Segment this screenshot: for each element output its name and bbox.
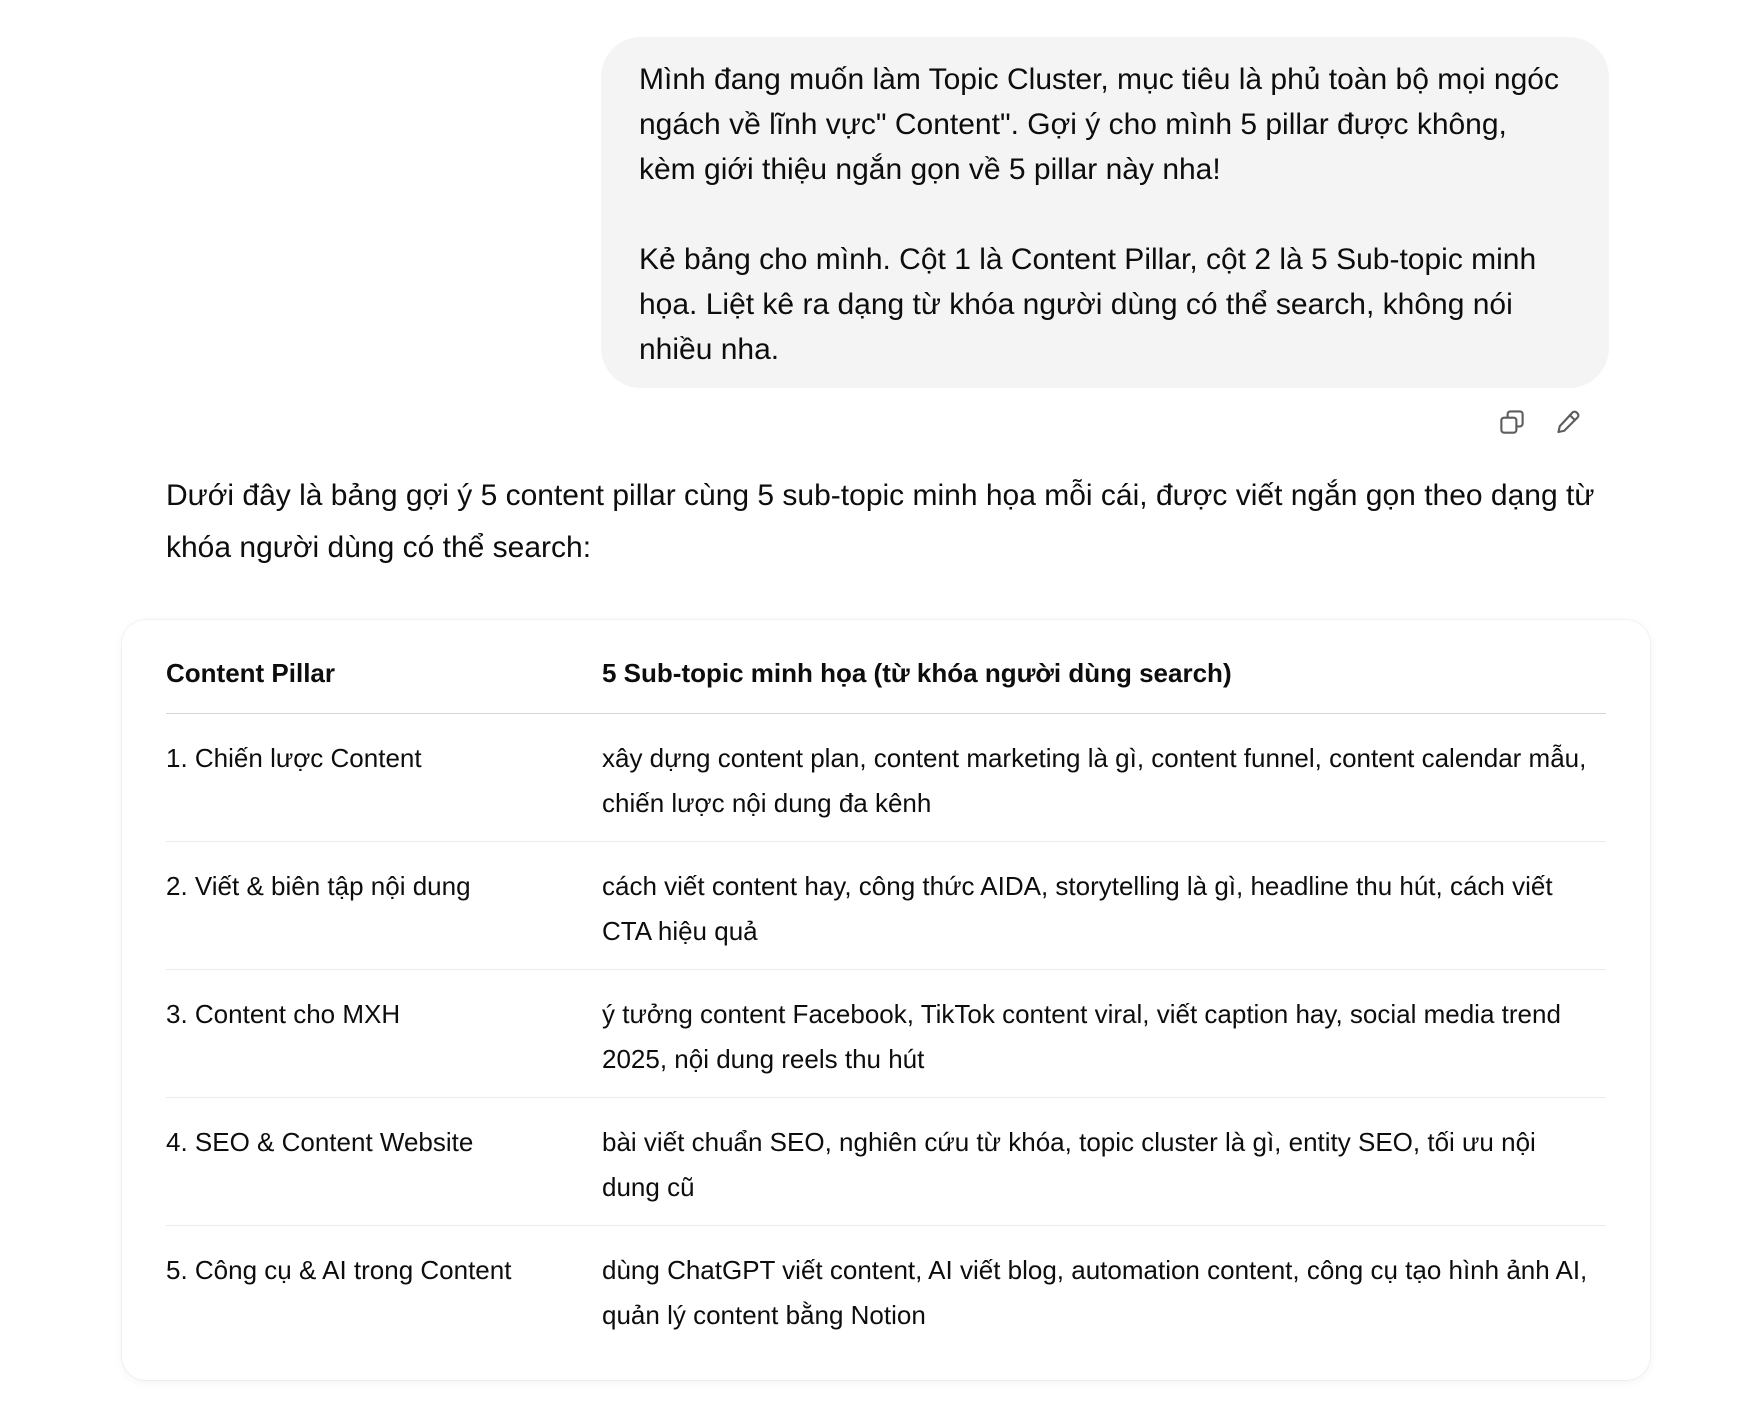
- subtopics-cell: bài viết chuẩn SEO, nghiên cứu từ khóa, topic cluster là gì, entity SEO, tối ưu nội dung cũ: [602, 1097, 1606, 1225]
- pillar-cell: 5. Công cụ & AI trong Content: [166, 1254, 512, 1285]
- column-header-pillar: Content Pillar: [166, 620, 602, 713]
- content-pillar-table: [166, 620, 1606, 1353]
- table-row: [166, 1225, 1606, 1353]
- column-header-subtopics: 5 Sub-topic minh họa (từ khóa người dùng search): [602, 620, 1606, 713]
- message-actions: [1494, 404, 1586, 440]
- pillar-cell: 4. SEO & Content Website: [166, 1097, 602, 1225]
- table-row: [166, 1097, 1606, 1225]
- user-message-bubble: [601, 37, 1609, 388]
- edit-pencil-icon: [1553, 407, 1583, 437]
- pillar-cell: 2. Viết & biên tập nội dung: [166, 841, 602, 969]
- assistant-intro-text: Dưới đây là bảng gợi ý 5 content pillar cùng 5 sub-topic minh họa mỗi cái, được viết ngắn gọn theo dạng từ khóa người dùng có thể search:: [166, 479, 1595, 564]
- pillar-cell: 1. Chiến lược Content: [166, 713, 602, 841]
- table-header-row: [166, 620, 1606, 713]
- pillar-cell: 3. Content cho MXH: [166, 969, 602, 1097]
- table-row: [166, 969, 1606, 1097]
- copy-button[interactable]: [1494, 404, 1530, 440]
- subtopics-cell: dùng ChatGPT viết content, AI viết blog, automation content, công cụ tạo hình ảnh AI, quản lý content bằng Notion: [602, 1254, 1588, 1330]
- pillar-table-card: [122, 620, 1650, 1380]
- edit-message-button[interactable]: [1550, 404, 1586, 440]
- table-row: [166, 713, 1606, 841]
- subtopics-cell: ý tưởng content Facebook, TikTok content viral, viết caption hay, social media trend 2025, nội dung reels thu hút: [602, 969, 1606, 1097]
- user-message-paragraph: Mình đang muốn làm Topic Cluster, mục tiêu là phủ toàn bộ mọi ngóc ngách về lĩnh vực" Content". Gợi ý cho mình 5 pillar được không, kèm giới thiệu ngắn gọn về 5 pillar này nha!: [639, 63, 1568, 186]
- subtopics-cell: xây dựng content plan, content marketing là gì, content funnel, content calendar mẫu, chiến lược nội dung đa kênh: [602, 713, 1606, 841]
- user-message-paragraph: Kẻ bảng cho mình. Cột 1 là Content Pillar, cột 2 là 5 Sub-topic minh họa. Liệt kê ra dạng từ khóa người dùng có thể search, không nói nhiều nha.: [639, 243, 1545, 366]
- table-row: [166, 841, 1606, 969]
- subtopics-cell: cách viết content hay, công thức AIDA, storytelling là gì, headline thu hút, cách viết CTA hiệu quả: [602, 841, 1606, 969]
- copy-icon: [1497, 407, 1527, 437]
